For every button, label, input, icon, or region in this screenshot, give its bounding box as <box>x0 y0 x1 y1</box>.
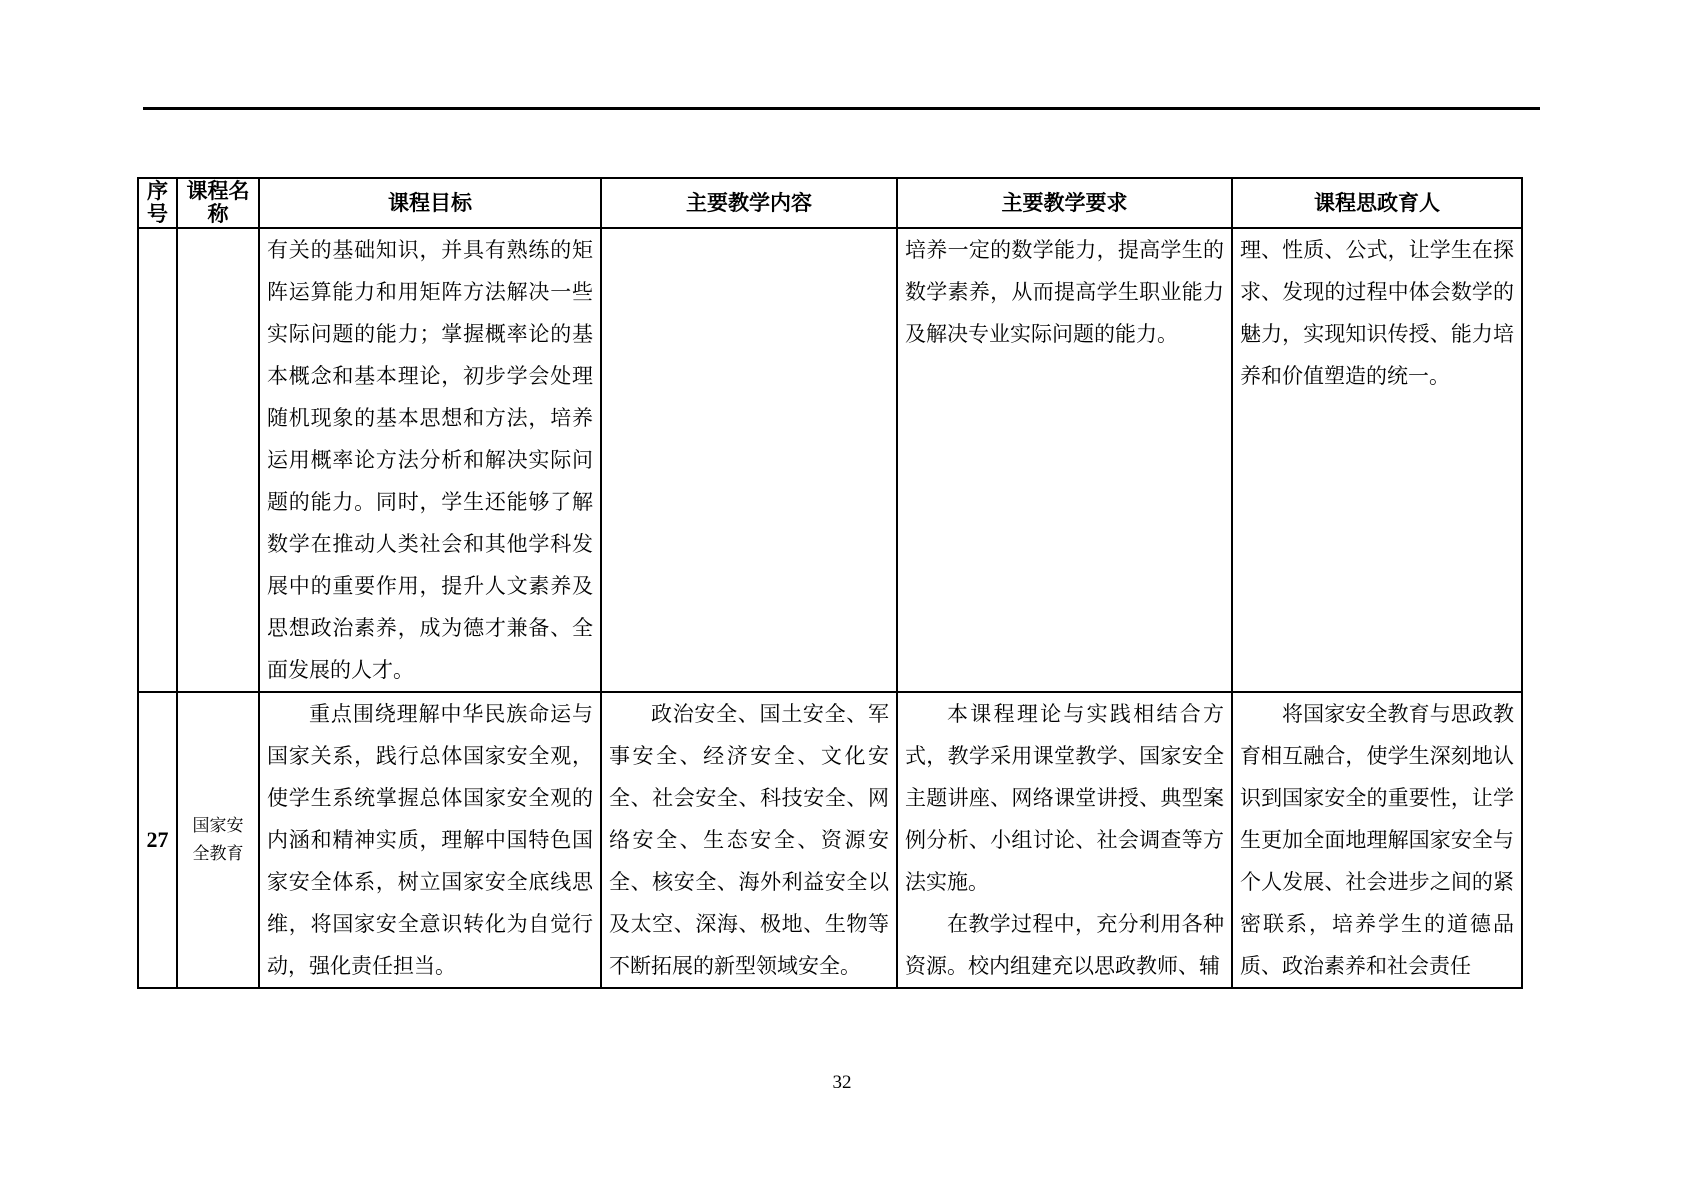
cell-ideology: 将国家安全教育与思政教育相互融合，使学生深刻地认识到国家安全的重要性，让学生更加全面地理解国家安全与个人发展、社会进步之间的紧密联系，培养学生的道德品质、政治素养和社会责任 <box>1232 692 1522 988</box>
column-header-requirements: 主要教学要求 <box>897 178 1232 228</box>
cell-objectives: 重点围绕理解中华民族命运与国家关系，践行总体国家安全观，使学生系统掌握总体国家安全观的内涵和精神实质，理解中国特色国家安全体系，树立国家安全底线思维，将国家安全意识转化为自觉行动，强化责任担当。 <box>259 692 601 988</box>
cell-content: 政治安全、国土安全、军事安全、经济安全、文化安全、社会安全、科技安全、网络安全、生态安全、资源安全、核安全、海外利益安全以及太空、深海、极地、生物等不断拓展的新型领域安全。 <box>601 692 897 988</box>
cell-requirements: 培养一定的数学能力，提高学生的数学素养，从而提高学生职业能力及解决专业实际问题的能力。 <box>897 228 1232 692</box>
table-row-27 <box>138 692 1522 988</box>
column-header-seq: 序号 <box>138 178 177 228</box>
curriculum-table <box>137 177 1523 989</box>
cell-course-name <box>177 228 259 692</box>
page-header-rule <box>143 107 1540 110</box>
table-row-continuation <box>138 228 1522 692</box>
cell-seq: 27 <box>138 692 177 988</box>
page-number: 32 <box>832 1072 852 1093</box>
column-header-content: 主要教学内容 <box>601 178 897 228</box>
column-header-ideology: 课程思政育人 <box>1232 178 1522 228</box>
cell-objectives: 有关的基础知识，并具有熟练的矩阵运算能力和用矩阵方法解决一些实际问题的能力；掌握概率论的基本概念和基本理论，初步学会处理随机现象的基本思想和方法，培养运用概率论方法分析和解决实际问题的能力。同时，学生还能够了解数学在推动人类社会和其他学科发展中的重要作用，提升人文素养及思想政治素养，成为德才兼备、全面发展的人才。 <box>259 228 601 692</box>
cell-requirements: 本课程理论与实践相结合方式，教学采用课堂教学、国家安全主题讲座、网络课堂讲授、典型案例分析、小组讨论、社会调查等方法实施。 在教学过程中，充分利用各种资源。校内组建充以思政教师、辅 <box>897 692 1232 988</box>
column-header-course-name: 课程名称 <box>177 178 259 228</box>
column-header-objectives: 课程目标 <box>259 178 601 228</box>
cell-ideology: 理、性质、公式，让学生在探求、发现的过程中体会数学的魅力，实现知识传授、能力培养和价值塑造的统一。 <box>1232 228 1522 692</box>
cell-course-name: 国家安全教育 <box>177 692 259 988</box>
table-header-row <box>138 178 1522 228</box>
cell-content <box>601 228 897 692</box>
cell-seq <box>138 228 177 692</box>
